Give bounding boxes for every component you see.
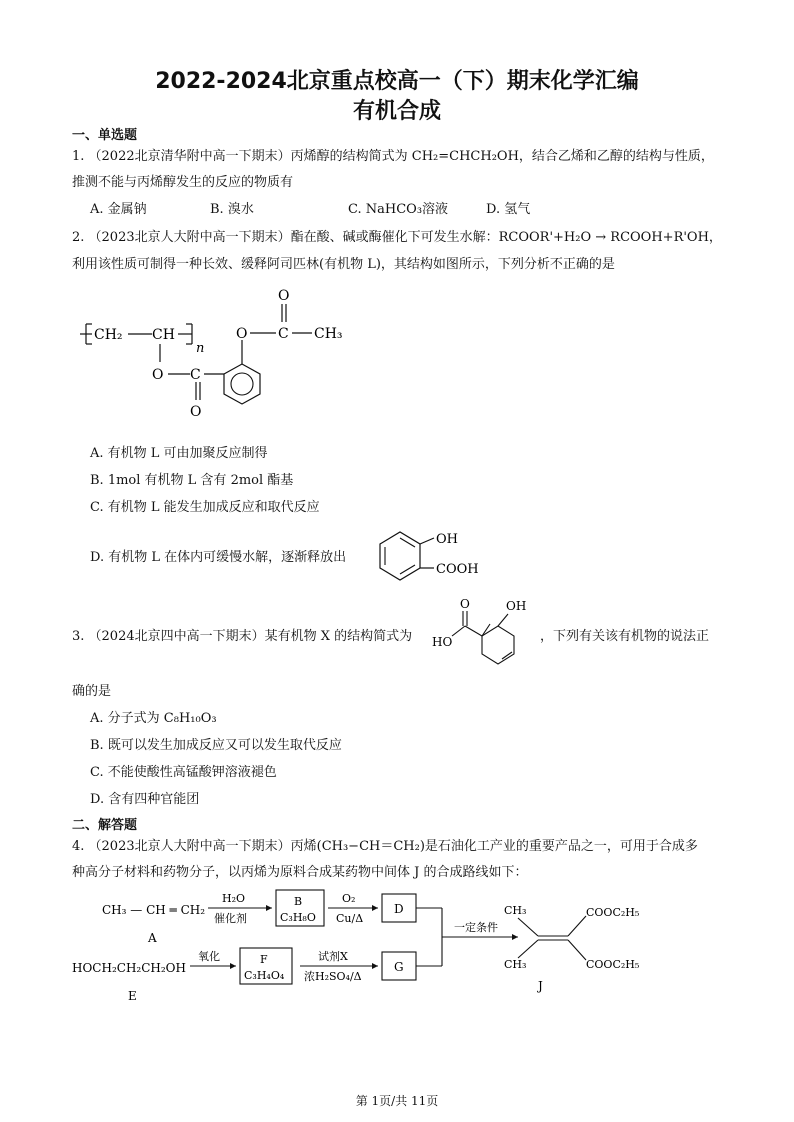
j-ch3-bottom: CH₃	[504, 958, 527, 971]
cu-condition: Cu/Δ	[336, 912, 364, 925]
page-subtitle: 有机合成	[352, 99, 441, 124]
box-b-formula: C₃H₈O	[280, 911, 316, 924]
box-g-letter: G	[394, 960, 404, 974]
q3-stem-line1: 3. （2024北京四中高一下期末）某有机物 X 的结构简式为	[72, 629, 413, 644]
o2-reagent: O₂	[342, 892, 356, 905]
x-carbonyl-o: O	[460, 597, 470, 611]
ester-o-label: O	[152, 367, 164, 383]
cooh-label: COOH	[436, 562, 479, 577]
acetyl-o-label: O	[278, 288, 290, 304]
label-e: E	[128, 989, 137, 1003]
h2so4-condition: 浓H₂SO₄/Δ	[304, 970, 362, 983]
carbonyl-c-label: C	[190, 367, 201, 383]
catalyst-condition: 催化剂	[214, 912, 247, 925]
box-f-letter: F	[260, 953, 268, 966]
q2-option-d: D. 有机物 L 在体内可缓慢水解，逐渐释放出	[90, 550, 347, 565]
label-j: J	[538, 979, 543, 993]
box-f-formula: C₃H₄O₄	[244, 969, 285, 982]
q3-stem-line2: 确的是	[72, 684, 112, 699]
oxidation-step: 氧化	[198, 950, 220, 963]
q2-stem-line1: 2. （2023北京人大附中高一下期末）酯在酸、碱或酶催化下可发生水解：RCOOR'+H₂O → RCOOH+R'OH，	[72, 230, 722, 245]
synthesis-route-diagram	[72, 884, 712, 1014]
j-ch3-top: CH₃	[504, 904, 527, 917]
propene-formula: CH₃ — CH ═ CH₂	[102, 903, 206, 917]
ch-label: CH	[152, 327, 175, 343]
h2o-reagent: H₂O	[222, 892, 246, 905]
salicylic-acid-structure	[370, 522, 500, 584]
j-ester-top: COOC₂H₅	[586, 906, 640, 919]
q1-option-b: B. 溴水	[210, 202, 254, 217]
q1-stem-line2: 推测不能与丙烯醇发生的反应的物质有	[72, 175, 294, 190]
reagent-x: 试剂X	[318, 950, 348, 963]
q3-option-c: C. 不能使酸性高锰酸钾溶液褪色	[90, 765, 277, 780]
n-label: n	[196, 341, 205, 356]
polymer-l-structure	[72, 282, 372, 422]
q1-stem-line1: 1. （2022北京清华附中高一下期末）丙烯醇的结构简式为 CH₂=CHCH₂OH，结合乙烯和乙醇的结构与性质，	[72, 149, 714, 164]
q1-option-c: C. NaHCO₃溶液	[348, 202, 449, 217]
q2-stem-line2: 利用该性质可制得一种长效、缓释阿司匹林(有机物 L)，其结构如图所示，下列分析不正确的是	[72, 257, 615, 272]
oh-label: OH	[436, 532, 458, 547]
compound-x-structure	[430, 596, 540, 668]
box-d-letter: D	[394, 902, 404, 916]
x-oh-label: OH	[506, 599, 527, 613]
q3-option-a: A. 分子式为 C₈H₁₀O₃	[90, 711, 217, 726]
j-ester-bottom: COOC₂H₅	[586, 958, 640, 971]
acetyl-c-label: C	[278, 326, 289, 342]
q2-option-b: B. 1mol 有机物 L 含有 2mol 酯基	[90, 473, 294, 488]
page-footer: 第 1页/共 11页	[355, 1094, 439, 1108]
page-title: 2022-2024北京重点校高一（下）期末化学汇编	[155, 69, 639, 94]
ch3-label: CH₃	[314, 326, 343, 342]
q3-option-d: D. 含有四种官能团	[90, 792, 200, 807]
carbonyl-o-label: O	[190, 404, 202, 420]
q2-option-a: A. 有机物 L 可由加聚反应制得	[90, 446, 268, 461]
section-heading-single-choice: 一、单选题	[72, 128, 138, 143]
diol-formula: HOCH₂CH₂CH₂OH	[72, 961, 186, 975]
section-heading-answer: 二、解答题	[72, 818, 138, 833]
q3-option-b: B. 既可以发生加成反应又可以发生取代反应	[90, 738, 342, 753]
acetoxy-o-label: O	[236, 326, 248, 342]
ch2-label: CH₂	[94, 327, 123, 343]
x-ho-label: HO	[432, 635, 453, 649]
q3-stem-line1-tail: ，下列有关该有机物的说法正	[540, 629, 710, 644]
q4-stem-line1: 4. （2023北京人大附中高一下期末）丙烯(CH₃−CH＝CH₂)是石油化工产业的重要产品之一，可用于合成多	[72, 839, 698, 854]
q1-option-a: A. 金属钠	[90, 202, 147, 217]
box-b-letter: B	[294, 895, 303, 908]
condition-label: 一定条件	[454, 921, 498, 934]
label-a: A	[148, 931, 157, 945]
q4-stem-line2: 种高分子材料和药物分子，以丙烯为原料合成某药物中间体 J 的合成路线如下：	[72, 865, 528, 880]
q2-option-c: C. 有机物 L 能发生加成反应和取代反应	[90, 500, 320, 515]
q1-option-d: D. 氢气	[486, 202, 531, 217]
